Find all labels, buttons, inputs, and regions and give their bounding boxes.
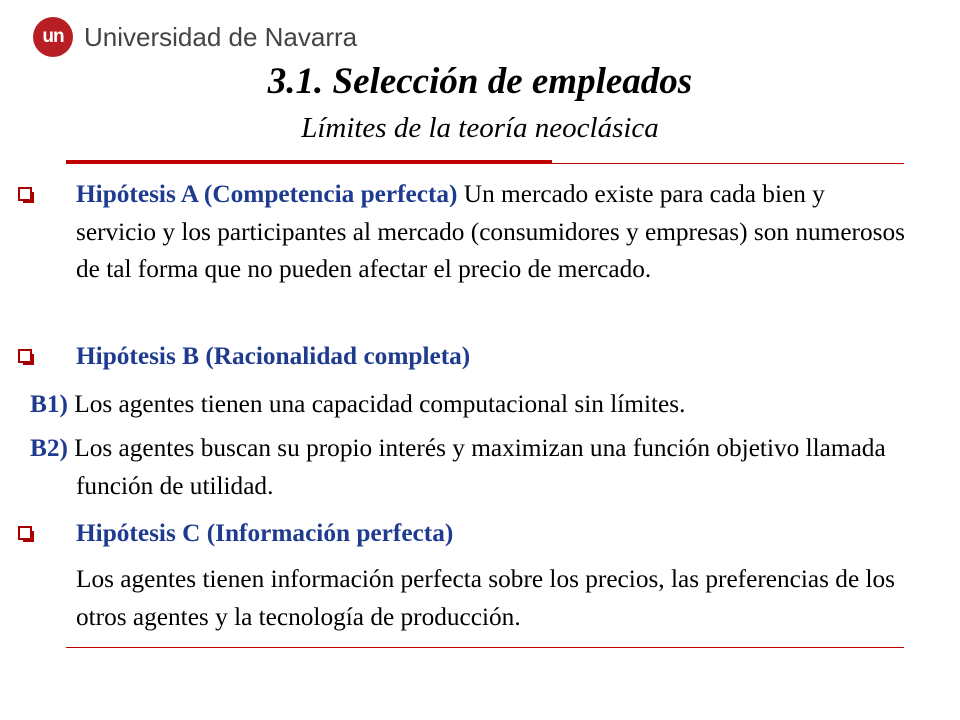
- slide-title: 3.1. Selección de empleados: [267, 61, 693, 102]
- hypothesis-a: [30, 176, 906, 289]
- hypothesis-c-heading: Hipótesis C (Información perfecta): [76, 519, 454, 547]
- logo-text: Universidad de Navarra: [84, 21, 358, 52]
- checkbox-bullet-icon: [18, 526, 32, 540]
- hypothesis-c-text: Los agentes tienen información perfecta sobre los precios, las preferencias de los otros agentes y la tecnología de producción.: [76, 565, 896, 631]
- hypothesis-a-heading: Hipótesis A (Competencia perfecta): [76, 180, 458, 208]
- hypothesis-c: [30, 515, 906, 553]
- university-logo: [33, 17, 357, 57]
- slide-subtitle: Límites de la teoría neoclásica: [301, 112, 659, 144]
- b1-label: B1): [30, 390, 68, 418]
- b2-label: B2): [30, 434, 68, 462]
- b2-text: Los agentes buscan su propio interés y maximizan una función objetivo llamada función de utilidad.: [67, 434, 886, 500]
- checkbox-bullet-icon: [18, 187, 32, 201]
- checkbox-bullet-icon: [18, 349, 32, 363]
- hypothesis-b-heading: Hipótesis B (Racionalidad completa): [76, 342, 471, 370]
- b1-text: Los agentes tienen una capacidad computacional sin límites.: [67, 390, 686, 418]
- top-divider-accent: [66, 160, 552, 164]
- hypothesis-b1: [30, 386, 890, 424]
- hypothesis-b: [30, 338, 906, 376]
- logo-mark: un: [33, 17, 73, 57]
- hypothesis-a-text: Un mercado existe para cada bien y servicio y los participantes al mercado (consumidores y empresas) son numerosos de tal forma que no pueden afectar el precio de mercado.: [76, 180, 905, 284]
- bottom-divider: [66, 647, 904, 648]
- hypothesis-b2: [30, 430, 936, 505]
